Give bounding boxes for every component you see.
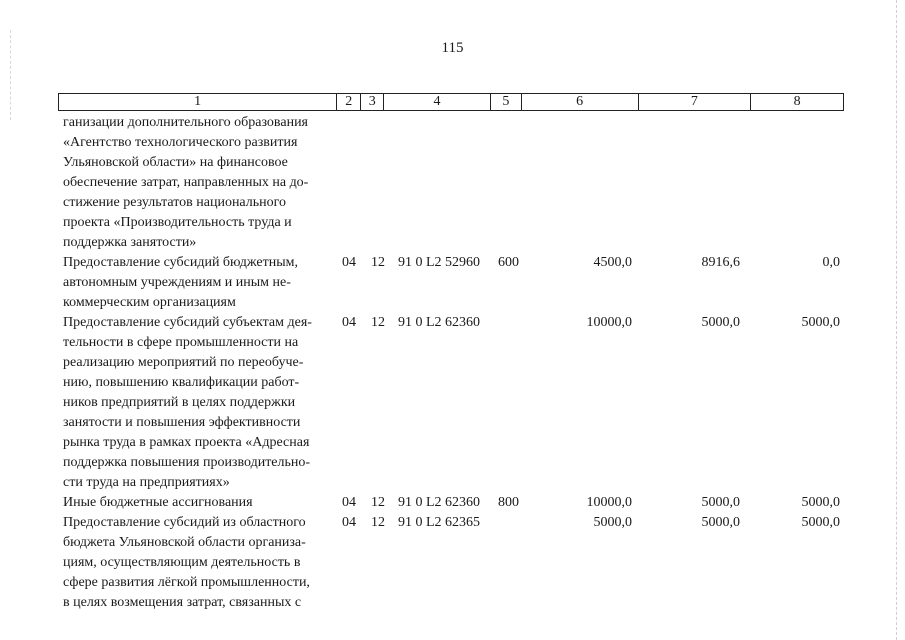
amount-col-8: 5000,0 [801,315,840,330]
table-body [0,113,905,613]
section-code: 04 [342,255,356,270]
header-col-2: 2 [337,94,361,110]
section-code: 04 [342,515,356,530]
amount-col-6: 5000,0 [593,515,632,530]
header-col-6: 6 [522,94,639,110]
description-line: тельности в сфере промышленности на [63,335,299,350]
header-col-8: 8 [793,94,801,109]
description-line: проекта «Производительность труда и [63,215,292,230]
row-description [63,253,330,313]
description-line: поддержка повышения производительно- [63,455,311,470]
description-line: ганизации дополнительного образования [63,115,308,130]
target-article-code: 91 0 L2 62360 [398,495,481,510]
table-row [0,313,905,493]
description-line: нию, повышению квалификации работ- [63,375,300,390]
description-line: Предоставление субсидий бюджетным, [63,255,299,270]
header-col-4: 4 [384,94,491,110]
subsection-code: 12 [371,255,385,270]
amount-col-7: 5000,0 [701,515,740,530]
table-header [58,93,844,111]
page-number: 115 [441,40,464,56]
amount-col-6: 4500,0 [593,255,632,270]
target-article-code: 91 0 L2 62365 [398,515,481,530]
description-line: сти труда на предприятиях» [63,475,230,490]
description-line: сфере развития лёгкой промышленности, [63,575,310,590]
amount-col-7: 5000,0 [701,495,740,510]
amount-col-8: 5000,0 [801,515,840,530]
row-description [63,493,330,513]
table-row [0,113,905,253]
subsection-code: 12 [371,315,385,330]
header-col-1: 1 [59,94,337,110]
description-line: автономным учреждениям и иным не- [63,275,291,290]
subsection-code: 12 [371,495,385,510]
description-line: «Агентство технологического развития [63,135,298,150]
header-col-5: 5 [491,94,522,110]
header-col-3: 3 [361,94,384,110]
description-line: в целях возмещения затрат, связанных с [63,595,302,610]
table-row [0,493,905,513]
description-line: поддержка занятости» [63,235,197,250]
section-code: 04 [342,315,356,330]
description-line: реализацию мероприятий по переобуче- [63,355,304,370]
amount-col-6: 10000,0 [586,315,632,330]
description-line: стижение результатов национального [63,195,287,210]
description-line: занятости и повышения эффективности [63,415,301,430]
description-line: Иные бюджетные ассигнования [63,495,253,510]
expense-type-code: 600 [498,255,519,270]
amount-col-8: 0,0 [822,255,840,270]
description-line: Предоставление субсидий из областного [63,515,306,530]
description-line: коммерческим организациям [63,295,236,310]
subsection-code: 12 [371,515,385,530]
amount-col-8: 5000,0 [801,495,840,510]
description-line: обеспечение затрат, направленных на до- [63,175,309,190]
table-row [0,253,905,313]
description-line: бюджета Ульяновской области организа- [63,535,306,550]
header-col-7: 7 [639,94,752,110]
row-description [63,513,330,613]
amount-col-7: 8916,6 [701,255,740,270]
description-line: ников предприятий в целях поддержки [63,395,296,410]
target-article-code: 91 0 L2 62360 [398,315,481,330]
amount-col-7: 5000,0 [701,315,740,330]
row-description [63,113,330,253]
target-article-code: 91 0 L2 52960 [398,255,481,270]
row-description [63,313,330,493]
expense-type-code: 800 [498,495,519,510]
description-line: рынка труда в рамках проекта «Адресная [63,435,310,450]
amount-col-6: 10000,0 [586,495,632,510]
description-line: Ульяновской области» на финансовое [63,155,288,170]
description-line: циям, осуществляющим деятельность в [63,555,301,570]
section-code: 04 [342,495,356,510]
table-row [0,513,905,613]
description-line: Предоставление субсидий субъектам дея- [63,315,312,330]
